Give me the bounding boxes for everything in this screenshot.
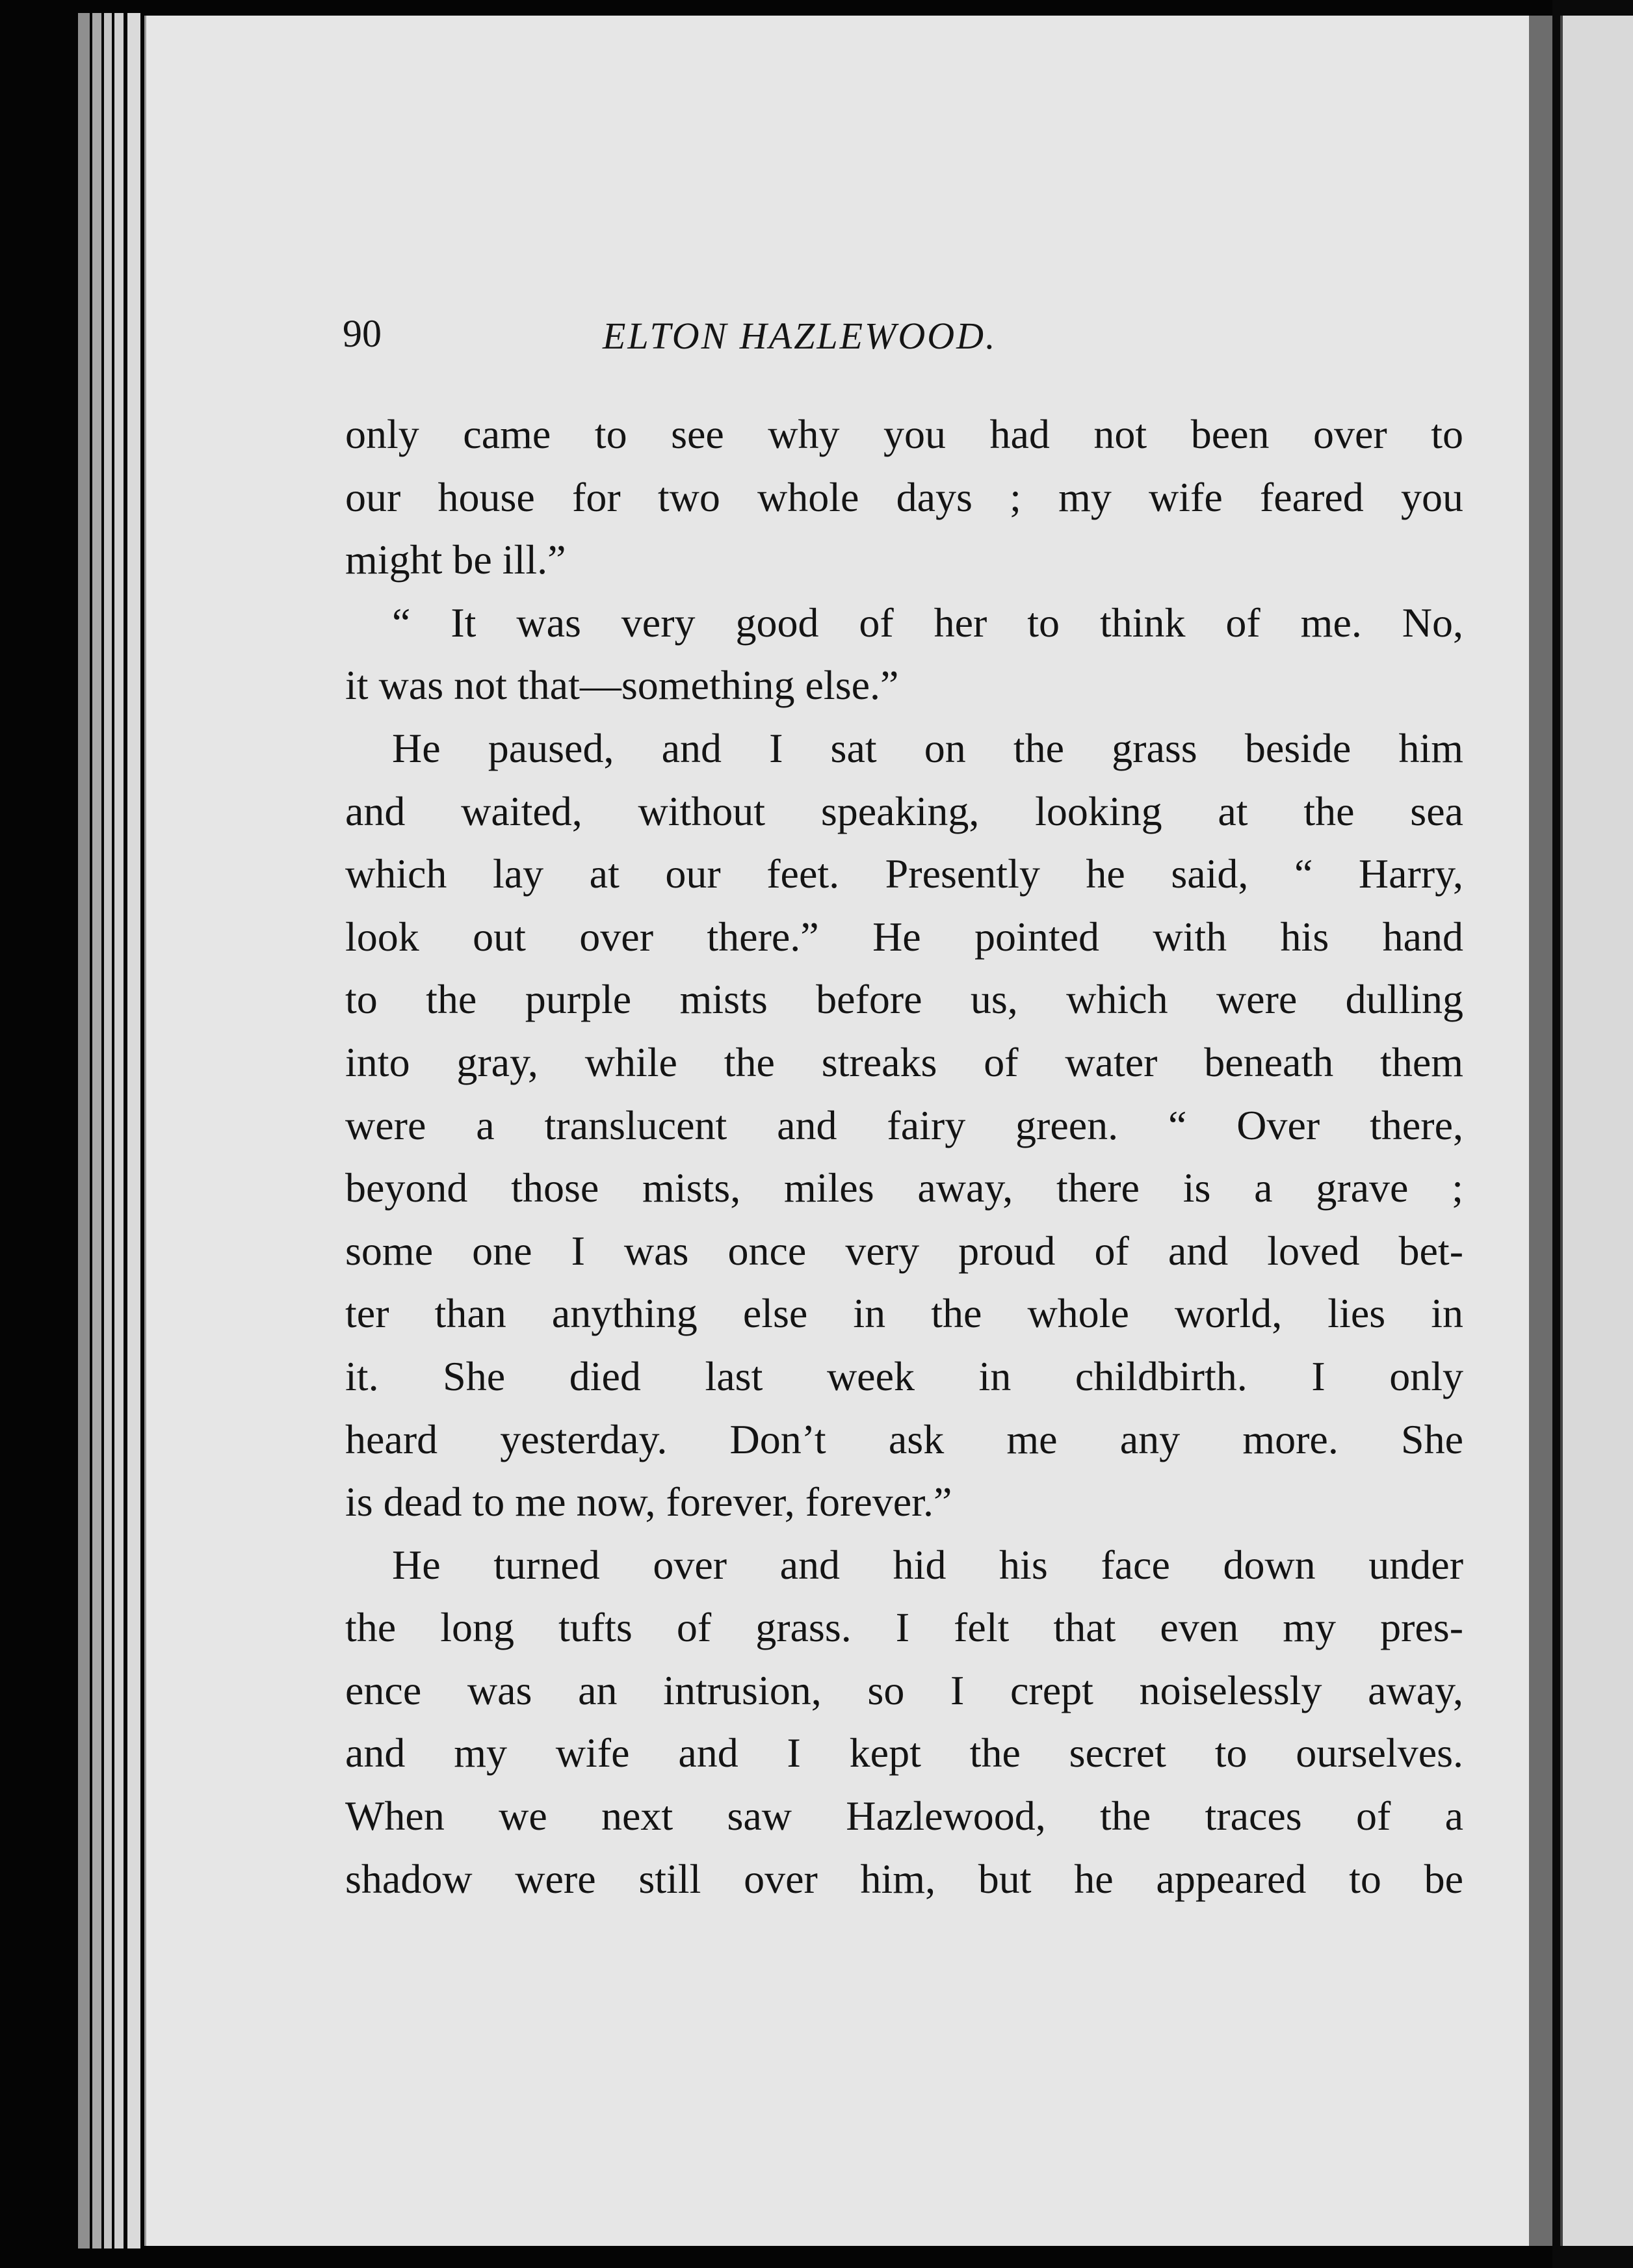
text-line: heard yesterday. Don’t ask me any more. She <box>345 1416 1463 1462</box>
text-line: When we next saw Hazlewood, the traces of a <box>345 1793 1463 1839</box>
text-line: “ It was very good of her to think of me. No, <box>392 599 1463 646</box>
page-number: 90 <box>343 312 382 355</box>
running-title: ELTON HAZLEWOOD. <box>603 315 997 357</box>
book-page <box>144 16 1529 2246</box>
text-line: ter than anything else in the whole world, lies in <box>345 1290 1463 1337</box>
page-header <box>146 311 1531 370</box>
page-edge <box>78 13 90 2248</box>
text-line: only came to see why you had not been over to <box>345 411 1463 457</box>
text-line: ence was an intrusion, so I crept noiselessly away, <box>345 1667 1463 1713</box>
page-edge <box>127 13 140 2248</box>
text-line: might be ill.” <box>345 536 566 583</box>
text-line: our house for two whole days ; my wife feared you <box>345 473 1463 520</box>
book-spine <box>1529 16 1552 2246</box>
text-line: into gray, while the streaks of water beneath them <box>345 1038 1463 1085</box>
page-edge <box>104 13 112 2248</box>
text-line: it was not that—something else.” <box>345 662 899 709</box>
text-line: were a translucent and fairy green. “ Over there, <box>345 1101 1463 1148</box>
page-edge <box>92 13 101 2248</box>
text-line: look out over there.” He pointed with his hand <box>345 913 1463 960</box>
text-line: He paused, and I sat on the grass beside him <box>392 724 1463 771</box>
text-line: He turned over and hid his face down under <box>392 1541 1463 1588</box>
facing-page-edge <box>1560 16 1633 2246</box>
text-line: some one I was once very proud of and loved bet- <box>345 1227 1463 1274</box>
text-line: and waited, without speaking, looking at the sea <box>345 787 1463 834</box>
text-line: the long tufts of grass. I felt that even my pres- <box>345 1604 1463 1651</box>
body-text <box>345 403 1463 1910</box>
text-line: to the purple mists before us, which were dulling <box>345 976 1463 1023</box>
text-line: beyond those mists, miles away, there is a grave ; <box>345 1165 1463 1211</box>
text-line: which lay at our feet. Presently he said, “ Harry, <box>345 850 1463 897</box>
page-edge <box>114 13 124 2248</box>
text-line: shadow were still over him, but he appeared to be <box>345 1855 1463 1902</box>
text-line: and my wife and I kept the secret to ourselves. <box>345 1730 1463 1776</box>
text-line: is dead to me now, forever, forever.” <box>345 1479 952 1525</box>
text-line: it. She died last week in childbirth. I only <box>345 1352 1463 1399</box>
